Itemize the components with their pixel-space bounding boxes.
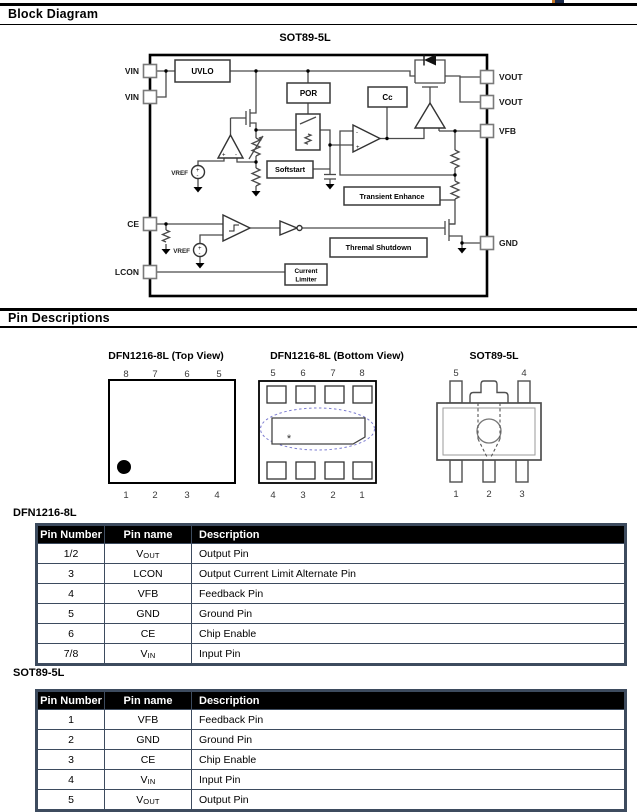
softstart-block bbox=[267, 161, 313, 178]
inverter-bubble bbox=[297, 226, 302, 231]
minus-sign: - bbox=[356, 130, 358, 136]
plus-sign: + bbox=[198, 246, 202, 252]
pin-square-vout1 bbox=[481, 71, 494, 84]
section-heading-block-diagram: Block Diagram bbox=[8, 7, 99, 21]
table-cell: 1 bbox=[37, 710, 105, 730]
table-cell: LCON bbox=[105, 564, 192, 584]
table-row bbox=[37, 730, 626, 750]
sot89-tab bbox=[470, 381, 508, 403]
pin-number: 1 bbox=[359, 490, 365, 501]
table-row bbox=[37, 544, 626, 564]
table-cell: 4 bbox=[37, 584, 105, 604]
vref-source-1 bbox=[171, 166, 204, 180]
table-header-row bbox=[37, 525, 626, 544]
header-pin-number: Pin Number bbox=[37, 525, 105, 544]
table-cell: VFB bbox=[105, 710, 192, 730]
pin-number: 5 bbox=[216, 369, 222, 380]
table-row bbox=[37, 564, 626, 584]
pin-number: 7 bbox=[330, 368, 336, 379]
table-cell: Chip Enable bbox=[192, 750, 626, 770]
por-block bbox=[287, 83, 330, 103]
pin-number: 7 bbox=[152, 369, 158, 380]
table-row bbox=[37, 770, 626, 790]
minus-sign: - bbox=[198, 251, 201, 258]
rule-top bbox=[0, 3, 637, 6]
table-cell: 3 bbox=[37, 564, 105, 584]
plus-sign: + bbox=[356, 145, 360, 151]
section-heading-pin-descriptions: Pin Descriptions bbox=[8, 311, 110, 325]
table-cell: Ground Pin bbox=[192, 604, 626, 624]
package-title: DFN1216-8L (Top View) bbox=[108, 350, 224, 362]
rule-under-block-diagram bbox=[0, 24, 637, 26]
table-row bbox=[37, 710, 626, 730]
table-cell: Output Current Limit Alternate Pin bbox=[192, 564, 626, 584]
resistor bbox=[451, 150, 459, 168]
cc-label: Cc bbox=[382, 93, 393, 102]
package-title: SOT89-5L bbox=[469, 350, 519, 362]
table-row bbox=[37, 644, 626, 665]
pin-square-vfb bbox=[481, 125, 494, 138]
table-cell: VOUT bbox=[105, 790, 192, 811]
thermal-shutdown-block bbox=[330, 238, 427, 257]
pin-label-vin2: VIN bbox=[124, 92, 139, 102]
pin-number: 5 bbox=[453, 368, 459, 379]
cc-block bbox=[368, 87, 407, 107]
pin-table-sot89 bbox=[35, 689, 627, 812]
table-cell: 4 bbox=[37, 770, 105, 790]
minus-sign: - bbox=[235, 152, 237, 159]
pin-square-lcon bbox=[144, 266, 157, 279]
output-nmos bbox=[445, 219, 449, 241]
ce-comparator bbox=[223, 215, 250, 241]
current-limiter-block bbox=[285, 264, 327, 285]
table-cell: CE bbox=[105, 624, 192, 644]
package-title: DFN1216-8L (Bottom View) bbox=[270, 350, 404, 362]
left-mosfet bbox=[246, 109, 250, 127]
pin-number: 2 bbox=[330, 490, 336, 501]
table-row bbox=[37, 624, 626, 644]
table-cell: GND bbox=[105, 604, 192, 624]
header-pin-name: Pin name bbox=[105, 691, 192, 710]
table-title-dfn: DFN1216-8L bbox=[13, 507, 77, 519]
pin-label-vfb: VFB bbox=[499, 126, 516, 136]
table-header-row bbox=[37, 691, 626, 710]
pin-number: 3 bbox=[184, 490, 190, 501]
current-limiter-label-1: Current bbox=[294, 268, 318, 275]
table-cell: 7/8 bbox=[37, 644, 105, 665]
table-cell: VIN bbox=[105, 644, 192, 665]
package-sot89 bbox=[437, 350, 541, 500]
table-cell: 3 bbox=[37, 750, 105, 770]
package-dfn-top-view bbox=[108, 350, 235, 501]
block-diagram-title: SOT89-5L bbox=[279, 32, 331, 44]
table-cell: VOUT bbox=[105, 544, 192, 564]
table-row bbox=[37, 790, 626, 811]
softstart-capacitor bbox=[324, 175, 336, 180]
pin-square-vin1 bbox=[144, 65, 157, 78]
pin-number: 5 bbox=[270, 368, 276, 379]
pin-number: 1 bbox=[453, 489, 459, 500]
vref-source-2 bbox=[173, 244, 206, 258]
pin-number: 1 bbox=[123, 490, 129, 501]
pin-number: 8 bbox=[359, 368, 365, 379]
pin-number: 2 bbox=[486, 489, 492, 500]
package-dfn-bottom-view bbox=[259, 350, 404, 501]
pin-number: 6 bbox=[300, 368, 306, 379]
table-cell: 1/2 bbox=[37, 544, 105, 564]
pin-square-gnd bbox=[481, 237, 494, 250]
pin-label-gnd: GND bbox=[499, 238, 518, 248]
header-description: Description bbox=[192, 525, 626, 544]
table-cell: 6 bbox=[37, 624, 105, 644]
table-cell: Input Pin bbox=[192, 770, 626, 790]
header-pin-name: Pin name bbox=[105, 525, 192, 544]
pin-number: 3 bbox=[519, 489, 525, 500]
table-cell: Chip Enable bbox=[192, 624, 626, 644]
table-row bbox=[37, 750, 626, 770]
pin-number: 6 bbox=[184, 369, 190, 380]
pin-number: 3 bbox=[300, 490, 306, 501]
transient-enhance-label: Transient Enhance bbox=[359, 192, 425, 201]
pin-number: 2 bbox=[152, 490, 158, 501]
minus-sign: - bbox=[196, 173, 199, 180]
table-cell: VFB bbox=[105, 584, 192, 604]
thermal-shutdown-label: Thremal Shutdown bbox=[345, 243, 412, 252]
table-title-sot89: SOT89-5L bbox=[13, 667, 65, 679]
por-label: POR bbox=[299, 89, 318, 98]
current-limiter-label-2: Limiter bbox=[295, 276, 317, 284]
resistor bbox=[163, 230, 170, 242]
table-cell: Output Pin bbox=[192, 790, 626, 811]
pin-label-vin1: VIN bbox=[124, 66, 139, 76]
pad-mark: * bbox=[286, 433, 292, 445]
pin-square-ce bbox=[144, 218, 157, 231]
pin-number: 8 bbox=[123, 369, 129, 380]
table-cell: Output Pin bbox=[192, 544, 626, 564]
transient-enhance-block bbox=[344, 187, 440, 205]
pin-number: 4 bbox=[270, 490, 276, 501]
pin1-indicator-dot bbox=[117, 460, 131, 474]
pin-label-lcon: LCON bbox=[114, 267, 139, 277]
table-cell: CE bbox=[105, 750, 192, 770]
table-cell: Input Pin bbox=[192, 644, 626, 665]
inverter bbox=[280, 221, 297, 235]
pin-number: 4 bbox=[214, 490, 220, 501]
pin-number: 4 bbox=[521, 368, 527, 379]
table-cell: VIN bbox=[105, 770, 192, 790]
vref-label: VREF bbox=[173, 248, 190, 255]
pin-square-vin2 bbox=[144, 91, 157, 104]
table-cell: GND bbox=[105, 730, 192, 750]
table-row bbox=[37, 584, 626, 604]
switch-network bbox=[296, 114, 320, 150]
resistor bbox=[451, 181, 459, 199]
header-pin-number: Pin Number bbox=[37, 691, 105, 710]
vref-label: VREF bbox=[171, 170, 188, 177]
sot89-body bbox=[437, 403, 541, 460]
header-description: Description bbox=[192, 691, 626, 710]
table-cell: 5 bbox=[37, 790, 105, 811]
pin-label-ce: CE bbox=[127, 219, 139, 229]
block-diagram-figure bbox=[0, 28, 637, 308]
package-drawings bbox=[0, 345, 637, 510]
softstart-label: Softstart bbox=[275, 165, 305, 174]
table-cell: Feedback Pin bbox=[192, 584, 626, 604]
pin-label-vout1: VOUT bbox=[499, 72, 523, 82]
pin-table-dfn bbox=[35, 523, 627, 666]
table-cell: Ground Pin bbox=[192, 730, 626, 750]
table-row bbox=[37, 604, 626, 624]
plus-sign: + bbox=[196, 168, 200, 174]
uvlo-block bbox=[175, 60, 230, 82]
rule-under-pin-descriptions bbox=[0, 326, 637, 328]
plus-sign: + bbox=[222, 152, 226, 159]
pin-label-vout2: VOUT bbox=[499, 97, 523, 107]
table-cell: Feedback Pin bbox=[192, 710, 626, 730]
pin-square-vout2 bbox=[481, 96, 494, 109]
resistor bbox=[252, 168, 260, 186]
table-cell: 2 bbox=[37, 730, 105, 750]
table-cell: 5 bbox=[37, 604, 105, 624]
uvlo-label: UVLO bbox=[191, 67, 214, 76]
gate-driver-buffer bbox=[415, 103, 445, 128]
